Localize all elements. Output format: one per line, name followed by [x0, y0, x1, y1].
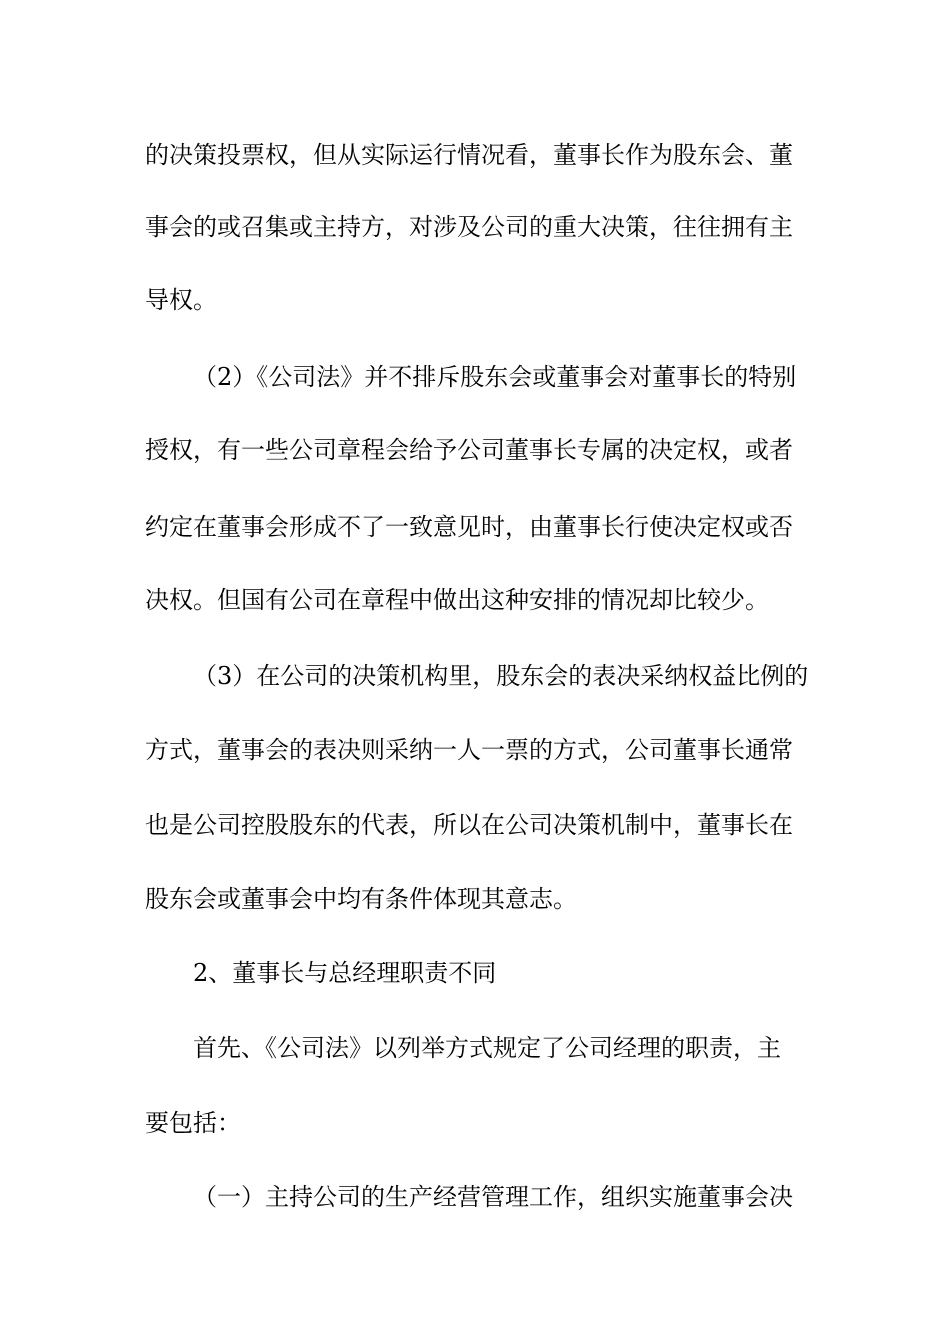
text-line: 也是公司控股股东的代表，所以在公司决策机制中，董事长在: [145, 811, 793, 839]
text-line: 要包括：: [145, 1109, 241, 1137]
text-line: （一）主持公司的生产经营管理工作，组织实施董事会决: [193, 1183, 793, 1211]
text-line: 授权，有一些公司章程会给予公司董事长专属的决定权，或者: [145, 436, 793, 464]
text-line: 方式，董事会的表决则采纳一人一票的方式，公司董事长通常: [145, 736, 793, 764]
text-line: 约定在董事会形成不了一致意见时，由董事长行使决定权或否: [145, 513, 793, 541]
text-line: （2）《公司法》并不排斥股东会或董事会对董事长的特别: [193, 363, 797, 391]
section-heading: 2、董事长与总经理职责不同: [193, 959, 497, 987]
text-line: 导权。: [145, 286, 217, 314]
text-line: 决权。但国有公司在章程中做出这种安排的情况却比较少。: [145, 586, 769, 614]
text-line: 股东会或董事会中均有条件体现其意志。: [145, 885, 577, 913]
text-line: 事会的或召集或主持方，对涉及公司的重大决策，往往拥有主: [145, 213, 793, 241]
text-line: 首先、《公司法》以列举方式规定了公司经理的职责，主: [193, 1034, 781, 1062]
text-line: （3）在公司的决策机构里，股东会的表决采纳权益比例的: [193, 662, 809, 690]
text-line: 的决策投票权，但从实际运行情况看，董事长作为股东会、董: [145, 141, 793, 169]
